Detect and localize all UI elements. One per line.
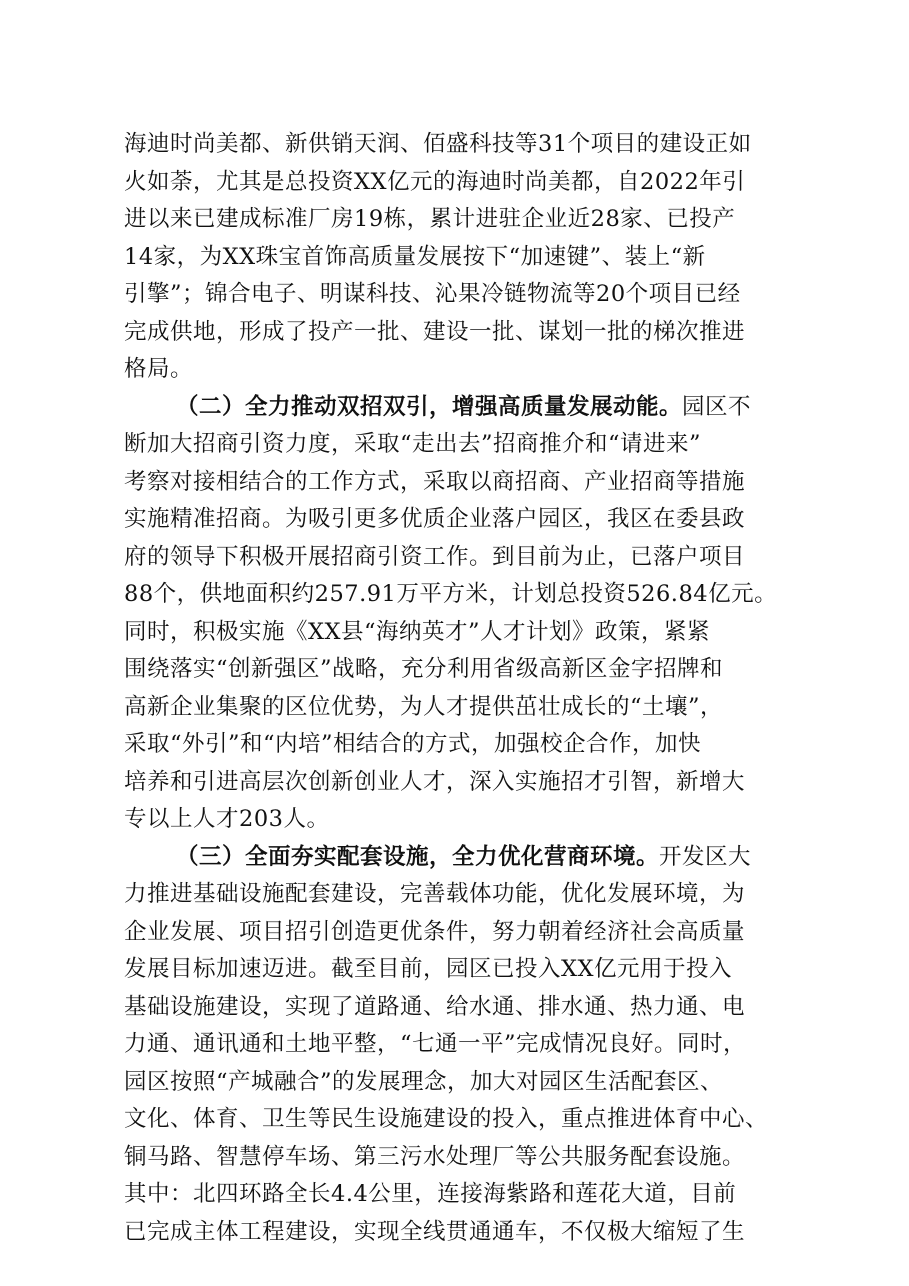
text-span: 园区不 [682,393,752,420]
paragraph-projects [124,126,804,389]
text-span: 开发区大 [659,843,752,870]
text-line: 专以上人才203人。 [124,806,330,832]
text-line: 88个，供地面积约257.91万平方米，计划总投资526.84亿元。 [124,581,778,607]
text-line: 考察对接相结合的工作方式，采取以商招商、产业招商等措施 [124,468,746,495]
text-line: 同时，积极实施《XX县“海纳英才”人才计划》政策，紧紧 [124,618,711,645]
text-line: 园区按照“产城融合”的发展理念，加大对园区生活配套区、 [124,1068,724,1095]
section-heading: （二）全力推动双招双引，增强高质量发展动能。 [176,393,683,420]
document-body [124,126,804,1251]
text-line: 海迪时尚美都、新供销天润、佰盛科技等31个项目的建设正如 [124,131,752,157]
text-line: 基础设施建设，实现了道路通、给水通、排水通、热力通、电 [124,993,746,1020]
text-line: 断加大招商引资力度，采取“走出去”招商推介和“请进来” [124,431,702,457]
text-line: 实施精准招商。为吸引更多优质企业落户园区，我区在委县政 [124,506,746,532]
text-line: 铜马路、智慧停车场、第三污水处理厂等公共服务配套设施。 [124,1143,746,1170]
paragraph-infrastructure [124,839,804,1252]
text-line: 火如荼，尤其是总投资XX亿元的海迪时尚美都，自2022年引 [124,168,746,195]
text-line: 高新企业集聚的区位优势，为人才提供茁壮成长的“土壤”， [124,693,724,720]
text-line: 其中：北四环路全长4.4公里，连接海紫路和莲花大道，目前 [124,1181,737,1207]
text-line: 14家，为XX珠宝首饰高质量发展按下“加速键”、装上“新 [124,243,706,270]
text-line: 力推进基础设施配套建设，完善载体功能，优化发展环境，为 [124,881,746,907]
paragraph-investment [124,389,804,839]
text-line: 企业发展、项目招引创造更优条件，努力朝着经济社会高质量 [124,918,746,945]
text-line: 培养和引进高层次创新创业人才，深入实施招才引智，新增大 [124,768,746,795]
text-line: 文化、体育、卫生等民生设施建设的投入，重点推进体育中心、 [124,1106,769,1132]
text-line: 发展目标加速迈进。截至目前，园区已投入XX亿元用于投入 [124,956,733,982]
text-line: 已完成主体工程建设，实现全线贯通通车，不仅极大缩短了生 [124,1218,746,1245]
text-line: 围绕落实“创新强区”战略，充分利用省级高新区金字招牌和 [124,656,724,682]
paragraph-first-line [124,839,804,877]
paragraph-first-line [124,389,804,427]
text-line: 完成供地，形成了投产一批、建设一批、谋划一批的梯次推进 [124,318,746,345]
text-line: 力通、通讯通和土地平整，“七通一平”完成情况良好。同时， [124,1031,747,1057]
section-heading: （三）全面夯实配套设施，全力优化营商环境。 [176,843,660,870]
text-line: 引擎”；锦合电子、明谋科技、沁果冷链物流等20个项目已经 [124,281,741,307]
text-line: 格局。 [124,356,194,382]
text-line: 采取“外引”和“内培”相结合的方式，加强校企合作，加快 [124,731,702,757]
text-line: 府的领导下积极开展招商引资工作。到目前为止，已落户项目 [124,543,746,570]
text-line: 进以来已建成标准厂房19栋，累计进驻企业近28家、已投产 [124,206,736,232]
